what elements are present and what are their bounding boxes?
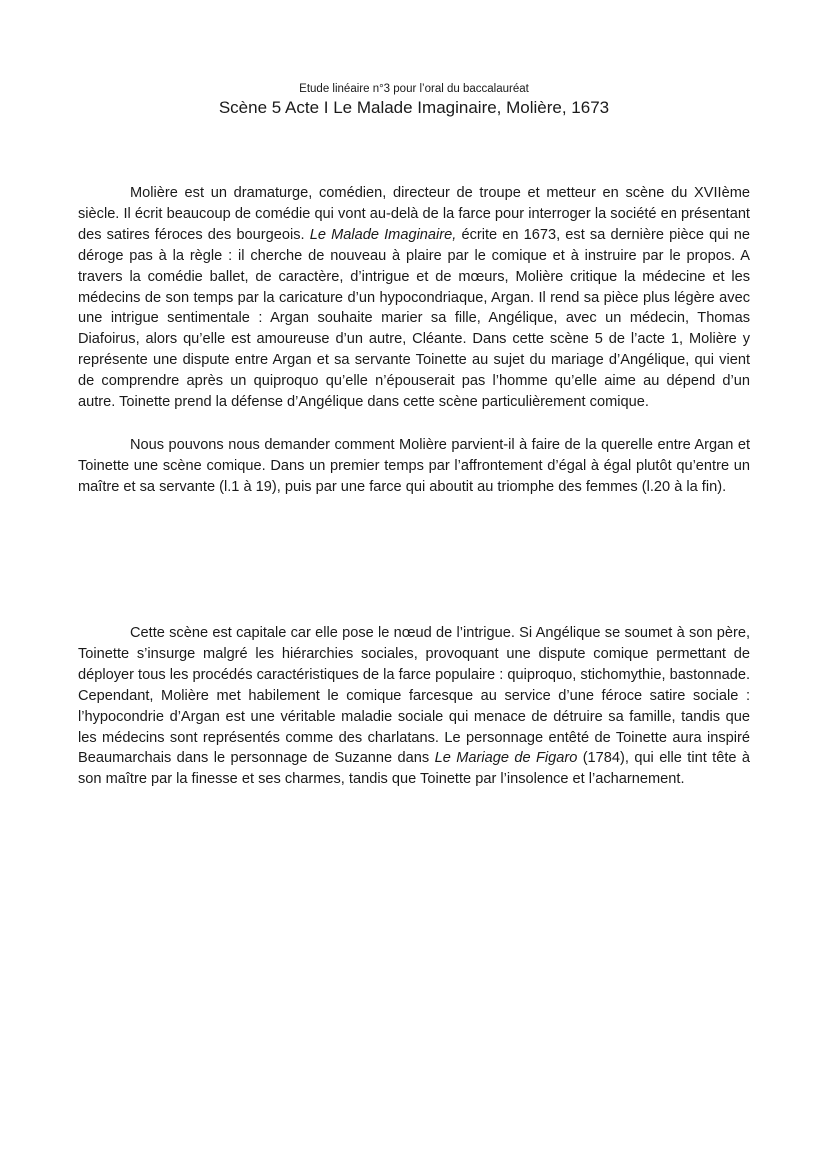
introduction-paragraph-1: [78, 183, 750, 413]
play-title-italic: Le Malade Imaginaire,: [309, 226, 457, 243]
document-subtitle: Etude linéaire n°3 pour l’oral du baccalauréat: [299, 83, 529, 95]
conclusion-paragraph: [78, 623, 750, 790]
introduction-paragraph-2: Nous pouvons nous demander comment Molière parvient-il à faire de la querelle entre Argan et Toinette une scène comique. Dans un premier temps par l’affrontement d’égal à égal plutôt qu’entre un maître et sa servante (l.1 à 19), puis par une farce qui aboutit au triomphe des femmes (l.20 à la fin).: [78, 437, 750, 495]
document-title: Scène 5 Acte I Le Malade Imaginaire, Molière, 1673: [218, 98, 610, 117]
intro-text-part-1: Molière est un dramaturge, comédien, directeur de troupe et metteur en scène du XVIIème siècle. Il écrit beaucoup de comédie qui vont au-delà de la farce pour interroger la société en présentant des satires féroces des bourgeois.: [78, 185, 750, 243]
intro-text-part-2: écrite en 1673, est sa dernière pièce qui ne déroge pas à la règle : il cherche de nouveau à plaire par le comique et à instruire par le propos. A travers la comédie ballet, de caractère, d’intrigue et de mœurs, Molière critique la médecine et les médecins de son temps par la caricature d’un hypocondriaque, Argan. Il rend sa pièce plus légère avec une intrigue sentimentale : Argan souhaite marier sa fille, Angélique, avec un médecin, Thomas Diafoirus, alors qu’elle est amoureuse d’un autre, Cléante. Dans cette scène 5 de l’acte 1, Molière y représente une dispute entre Argan et sa servante Toinette au sujet du mariage d’Angélique, qui vient de comprendre après un quiproquo qu’elle n’épouserait pas l’homme qu’elle aime au dépend d’un autre. Toinette prend la défense d’Angélique dans cette scène particulièrement comique.: [78, 226, 751, 411]
figaro-title-italic: Le Mariage de Figaro: [434, 750, 578, 767]
conclusion-text-part-2: (1784), qui elle tint tête à son maître par la finesse et ses charmes, tandis que Toinette par l’insolence et l’acharnement.: [78, 750, 750, 788]
conclusion-text-part-1: Cette scène est capitale car elle pose le nœud de l’intrigue. Si Angélique se soumet à son père, Toinette s’insurge malgré les hiérarchies sociales, provoquant une dispute comique permettant de déployer tous les procédés caractéristiques de la farce populaire : quiproquo, stichomythie, bastonnade. Cependant, Molière met habilement le comique farcesque au service d’une féroce satire sociale : l’hypocondrie d’Argan est une véritable maladie sociale qui menace de détruire sa famille, tandis que les médecins sont représentés comme des charlatans. Le personnage entêté de Toinette aura inspiré Beaumarchais dans le personnage de Suzanne dans: [78, 625, 750, 767]
